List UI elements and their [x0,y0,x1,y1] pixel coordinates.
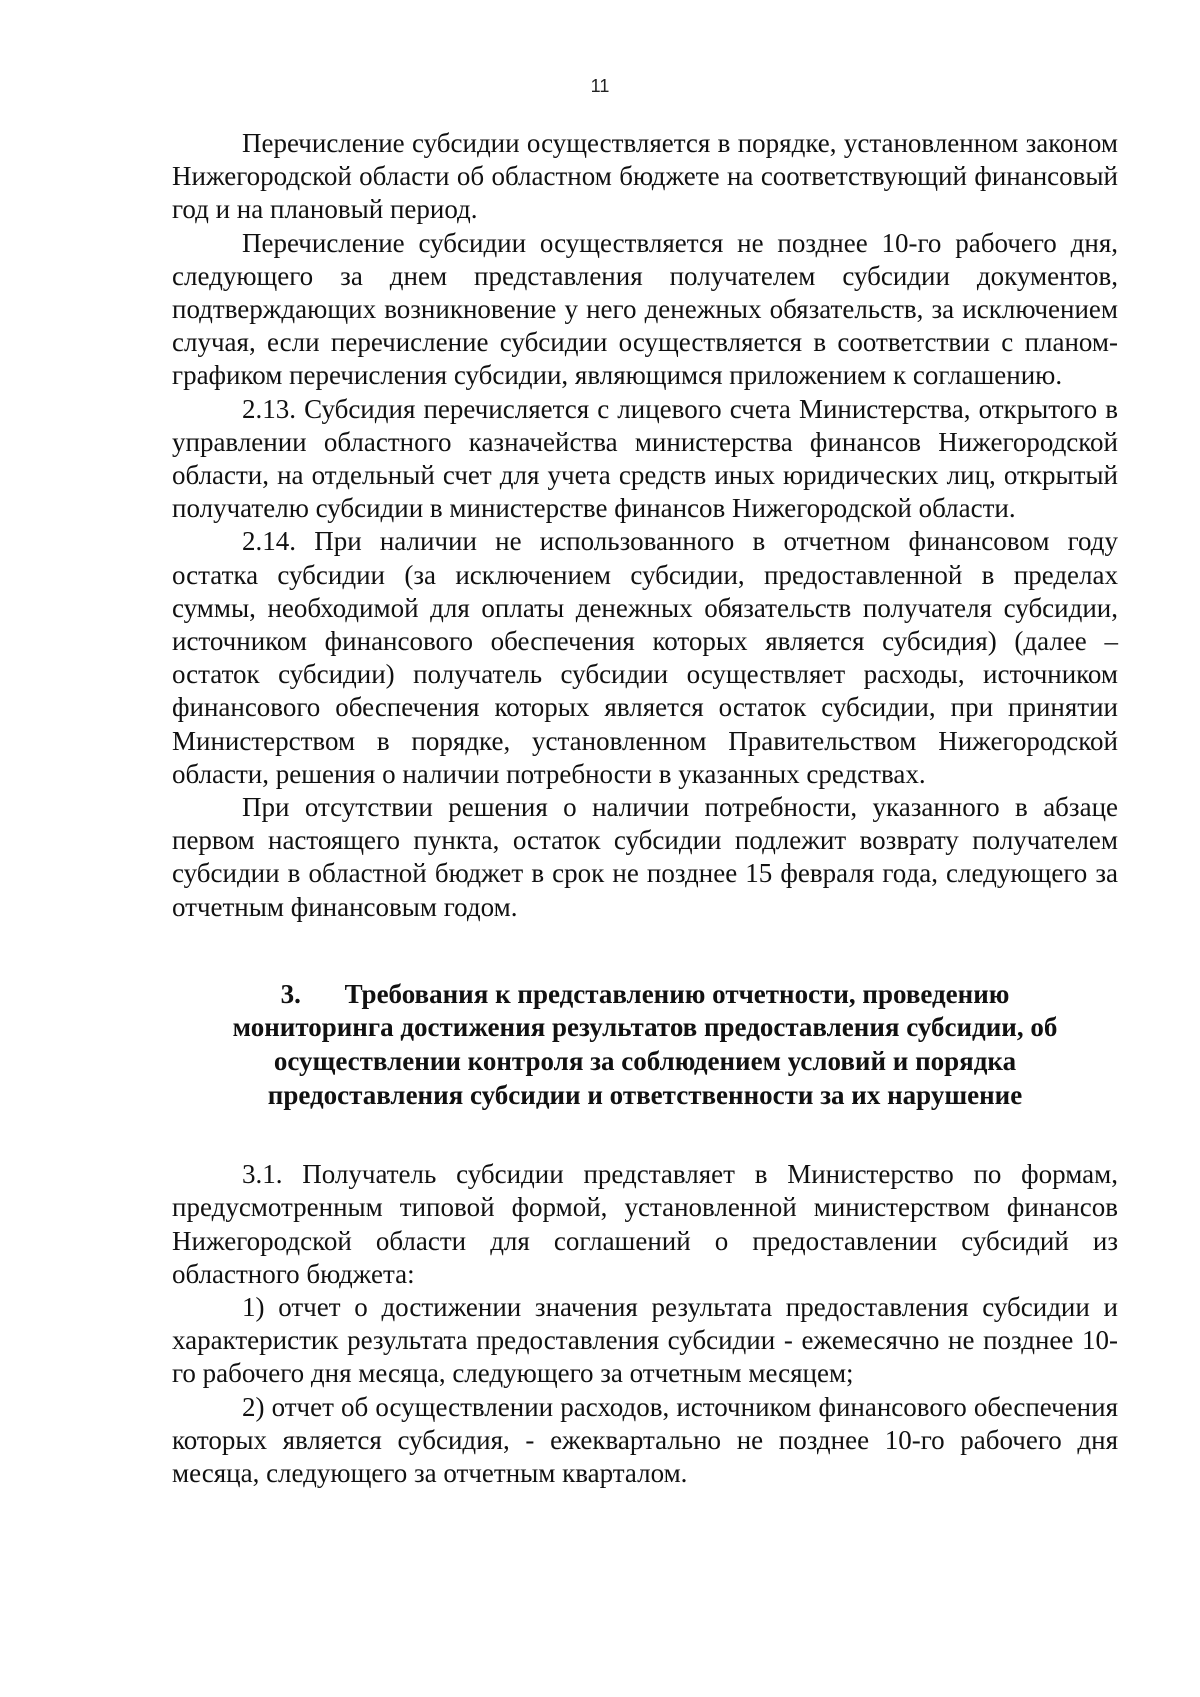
section-heading [172,978,1118,1112]
document-body [172,127,1118,1490]
section-title: Требования к представлению отчетности, проведению мониторинга достижения результатов предоставления субсидии, об осуществлении контроля за соблюдением условий и порядка предоставления субсидии и ответственности за их нарушение [232,978,1058,1110]
page-number: 11 [590,76,610,96]
paragraph: 2.13. Субсидия перечисляется с лицевого счета Министерства, открытого в управлении областного казначейства министерства финансов Нижегородской области, на отдельный счет для учета средств иных юридических лиц, открытый получателю субсидии в министерстве финансов Нижегородской области. [172,393,1118,524]
paragraph: 3.1. Получатель субсидии представляет в Министерство по формам, предусмотренным типовой формой, установленной министерством финансов Нижегородской области для соглашений о предоставлении субсидий из областного бюджета: [172,1159,1118,1289]
paragraph: 1) отчет о достижении значения результата предоставления субсидии и характеристик результата предоставления субсидии - ежемесячно не позднее 10-го рабочего дня месяца, следующего за отчетным месяцем; [172,1292,1118,1389]
paragraph: Перечисление субсидии осуществляется не позднее 10-го рабочего дня, следующего за днем представления получателем субсидии документов, подтверждающих возникновение у него денежных обязательств, за исключением случая, если перечисление субсидии осуществляется в соответствии с планом-графиком перечисления субсидии, являющимся приложением к соглашению. [172,227,1118,391]
paragraph: Перечисление субсидии осуществляется в порядке, установленном законом Нижегородской области об областном бюджете на соответствующий финансовый год и на плановый период. [172,128,1118,225]
paragraph: 2.14. При наличии не использованного в отчетном финансовом году остатка субсидии (за исключением субсидии, предоставленной в пределах суммы, необходимой для оплаты денежных обязательств получателя субсидии, источником финансового обеспечения которых является субсидия) (далее – остаток субсидии) получатель субсидии осуществляет расходы, источником финансового обеспечения которых является остаток субсидии, при принятии Министерством в порядке, установленном Правительством Нижегородской области, решения о наличии потребности в указанных средствах. [172,526,1118,789]
paragraph: 2) отчет об осуществлении расходов, источником финансового обеспечения которых является субсидия, - ежеквартально не позднее 10-го рабочего дня месяца, следующего за отчетным кварталом. [172,1391,1118,1489]
paragraph: При отсутствии решения о наличии потребности, указанного в абзаце первом настоящего пункта, остаток субсидии подлежит возврату получателем субсидии в областной бюджет в срок не позднее 15 февраля года, следующего за отчетным финансовым годом. [172,792,1118,922]
section-number: 3. [280,978,301,1009]
